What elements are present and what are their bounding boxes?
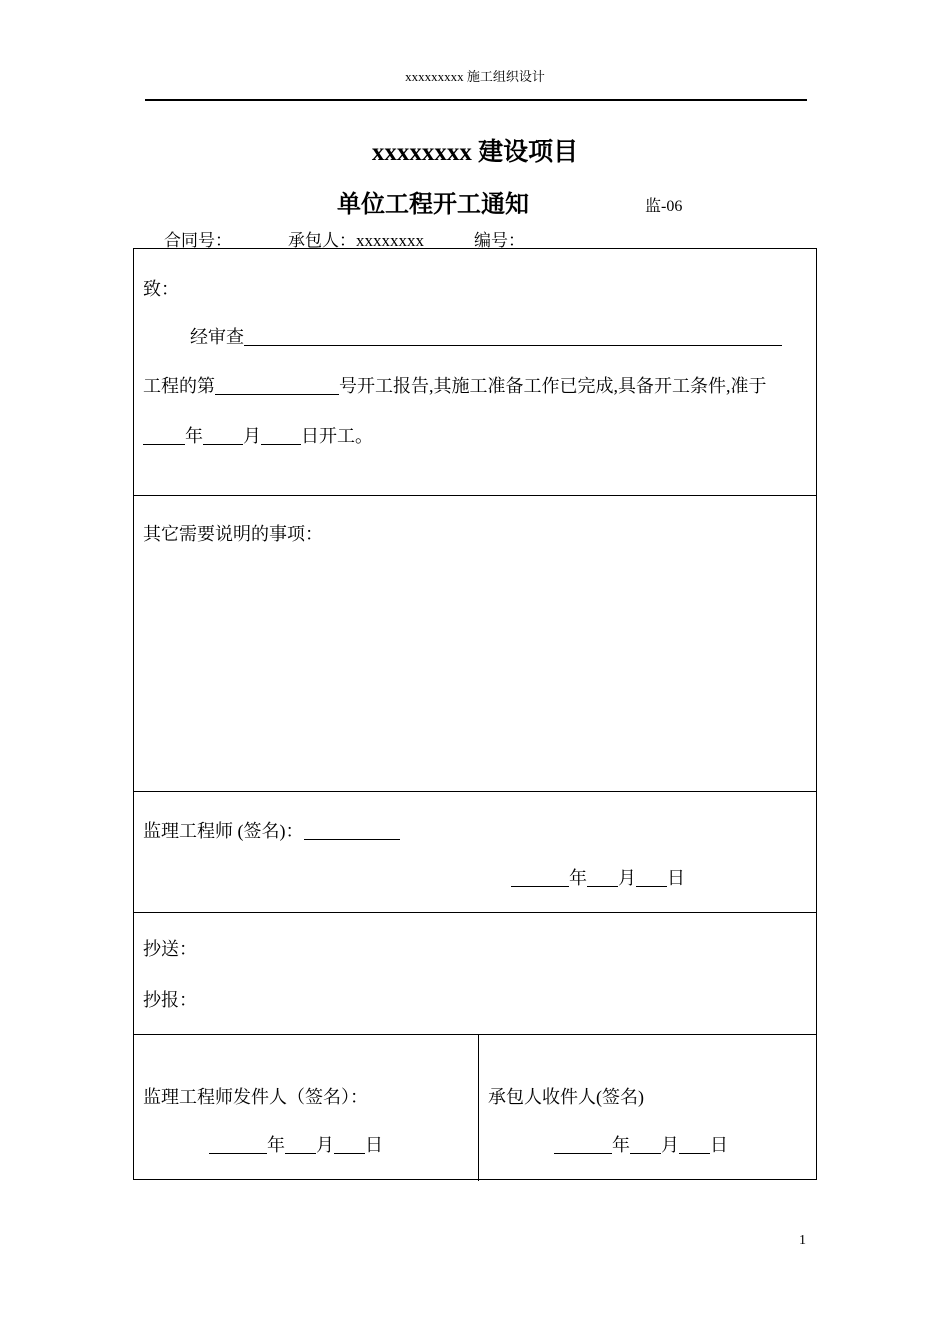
start-year-blank[interactable] — [143, 426, 185, 445]
signatures-section — [134, 1035, 816, 1181]
page-header: xxxxxxxxx 施工组织设计 — [405, 69, 545, 84]
header-rule — [145, 99, 807, 101]
receiver-day-label: 日 — [710, 1135, 728, 1155]
engineer-month-label: 月 — [618, 868, 636, 888]
sender-date-line — [209, 1131, 383, 1157]
receiver-date-line — [554, 1131, 728, 1157]
receiver-day-blank[interactable] — [679, 1135, 710, 1154]
notice-section — [134, 249, 816, 496]
day-start-label: 日开工。 — [301, 426, 373, 446]
receiver-year-blank[interactable] — [554, 1135, 612, 1154]
number-label: 编号： — [474, 231, 525, 250]
reviewed-label: 经审查 — [190, 327, 244, 347]
sender-year-blank[interactable] — [209, 1135, 267, 1154]
contractor-value: xxxxxxxx — [356, 231, 424, 250]
sender-day-label: 日 — [365, 1135, 383, 1155]
remarks-section — [134, 496, 816, 792]
contractor-label: 承包人： — [288, 231, 356, 250]
notice-form-table — [133, 248, 817, 1180]
engineer-sign-section — [134, 792, 816, 913]
engineer-signature-blank[interactable] — [304, 821, 400, 840]
report-no-blank[interactable] — [215, 376, 339, 395]
start-date-line — [143, 422, 373, 448]
reviewed-blank[interactable] — [244, 327, 782, 346]
cc-label: 抄送： — [143, 939, 197, 959]
receiver-label: 承包人收件人(签名) — [488, 1087, 644, 1107]
receiver-year-label: 年 — [612, 1135, 630, 1155]
receiver-month-blank[interactable] — [630, 1135, 661, 1154]
copy-section — [134, 913, 816, 1035]
receiver-month-label: 月 — [661, 1135, 679, 1155]
engineer-month-blank[interactable] — [587, 868, 618, 887]
to-label: 致： — [143, 279, 179, 299]
project-title: xxxxxxxx 建设项目 — [371, 139, 579, 166]
contract-no-label: 合同号： — [164, 231, 232, 250]
column-divider — [478, 1035, 479, 1181]
sender-year-label: 年 — [267, 1135, 285, 1155]
start-day-blank[interactable] — [261, 426, 301, 445]
year-label: 年 — [185, 426, 203, 446]
page-number: 1 — [799, 1233, 806, 1248]
engineer-date-line — [511, 864, 685, 890]
engineer-sign-line — [143, 817, 400, 843]
remarks-label: 其它需要说明的事项： — [143, 524, 323, 544]
report-to-label: 抄报： — [143, 990, 197, 1010]
engineer-day-blank[interactable] — [636, 868, 667, 887]
engineer-sign-label: 监理工程师 (签名)： — [143, 821, 304, 841]
form-title: 单位工程开工通知 — [337, 192, 529, 218]
engineer-day-label: 日 — [667, 868, 685, 888]
project-prefix: 工程的第 — [143, 376, 215, 396]
engineer-year-label: 年 — [569, 868, 587, 888]
report-line — [143, 372, 767, 398]
engineer-year-blank[interactable] — [511, 868, 569, 887]
sender-label: 监理工程师发件人（签名）： — [143, 1087, 368, 1107]
start-month-blank[interactable] — [203, 426, 243, 445]
form-code: 监-06 — [645, 198, 683, 215]
report-text: 号开工报告,其施工准备工作已完成,具备开工条件,准于 — [339, 376, 767, 396]
sender-day-blank[interactable] — [334, 1135, 365, 1154]
sender-month-label: 月 — [316, 1135, 334, 1155]
month-label: 月 — [243, 426, 261, 446]
reviewed-line — [190, 323, 782, 349]
sender-month-blank[interactable] — [285, 1135, 316, 1154]
